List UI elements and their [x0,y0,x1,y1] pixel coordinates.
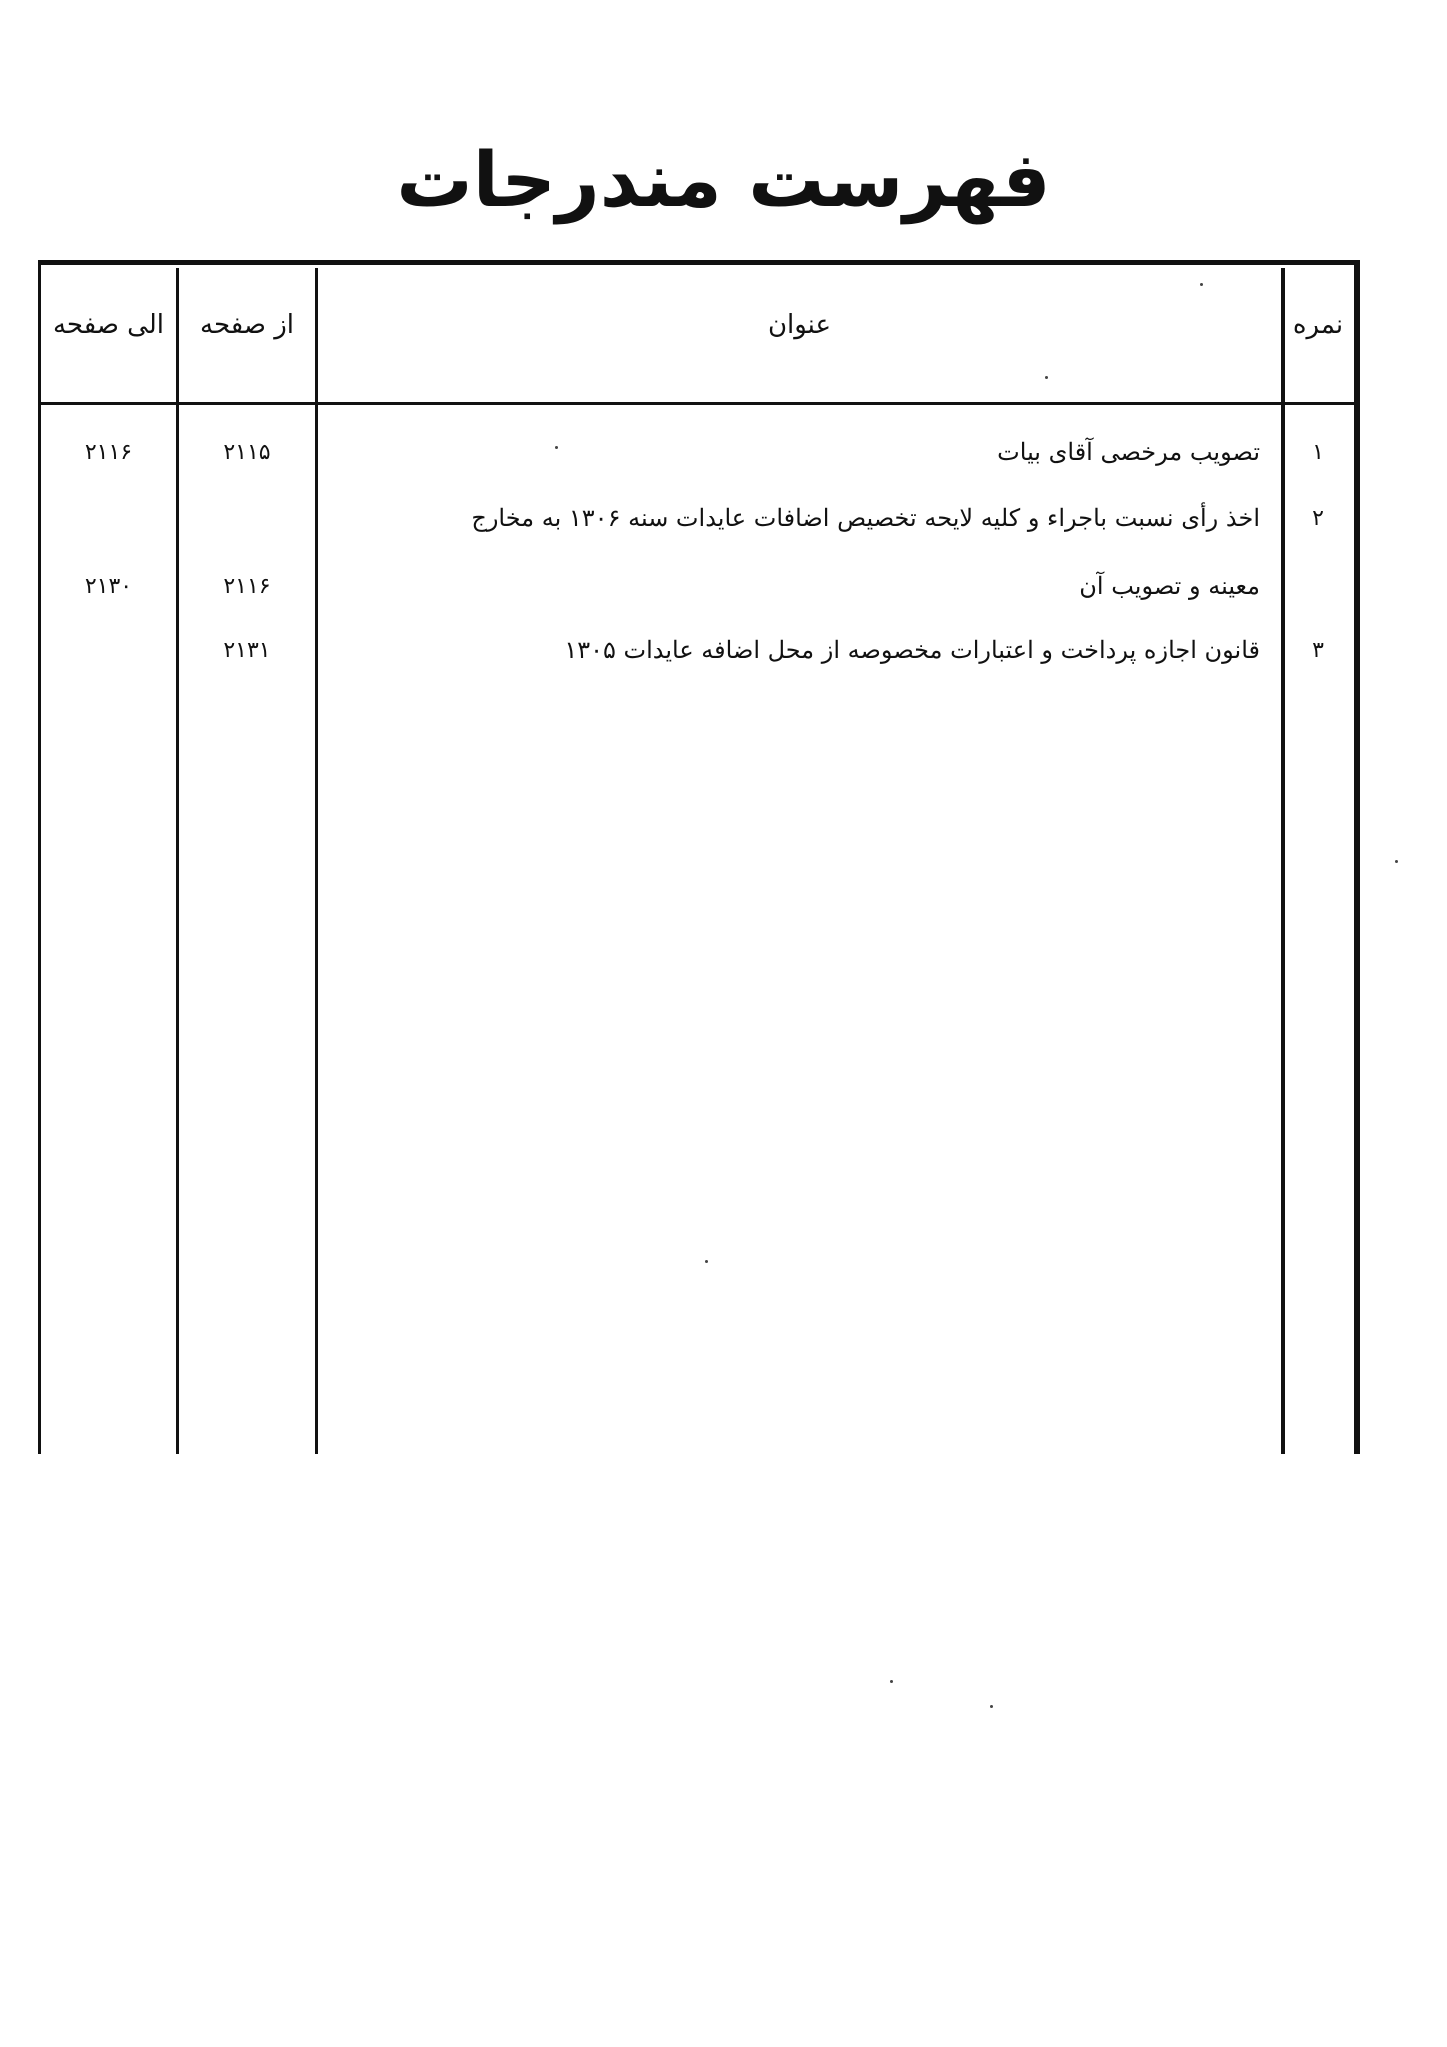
scan-speck [1200,283,1203,286]
row-from-page: ۲۱۱۵ [223,440,271,465]
scan-speck [990,1705,993,1708]
header-divider [38,402,1360,405]
row-subject-line: تصویب مرخصی آقای بیات [997,438,1260,466]
scan-speck [1045,376,1048,379]
header-subject: عنوان [767,310,832,340]
scan-speck [890,1680,893,1683]
column-divider-from-subject [315,268,318,1454]
row-to-page: ۲۱۳۰ [84,574,133,599]
row-subject-line: معینه و تصویب آن [1079,572,1260,600]
row-number: ۳ [1312,638,1324,663]
row-to-page: ۲۱۱۶ [84,440,133,465]
scan-speck [1395,860,1398,863]
row-subject-line: اخذ رأی نسبت باجراء و کلیه لایحه تخصیص اضافات عایدات سنه ۱۳۰۶ به مخارج [471,504,1260,532]
scan-speck [555,446,558,449]
row-subject-line: قانون اجازه پرداخت و اعتبارات مخصوصه از محل اضافه عایدات ۱۳۰۵ [564,636,1260,664]
row-number: ۲ [1312,506,1324,531]
row-from-page: ۲۱۳۱ [223,638,271,663]
header-to-page: الی صفحه [52,310,165,340]
row-from-page: ۲۱۱۶ [223,574,271,599]
page-title: فهرست مندرجات [396,135,1051,224]
scan-speck [705,1260,708,1263]
header-from-page: از صفحه [200,310,294,340]
header-number: نمره [1292,310,1344,340]
row-number: ۱ [1312,440,1324,465]
